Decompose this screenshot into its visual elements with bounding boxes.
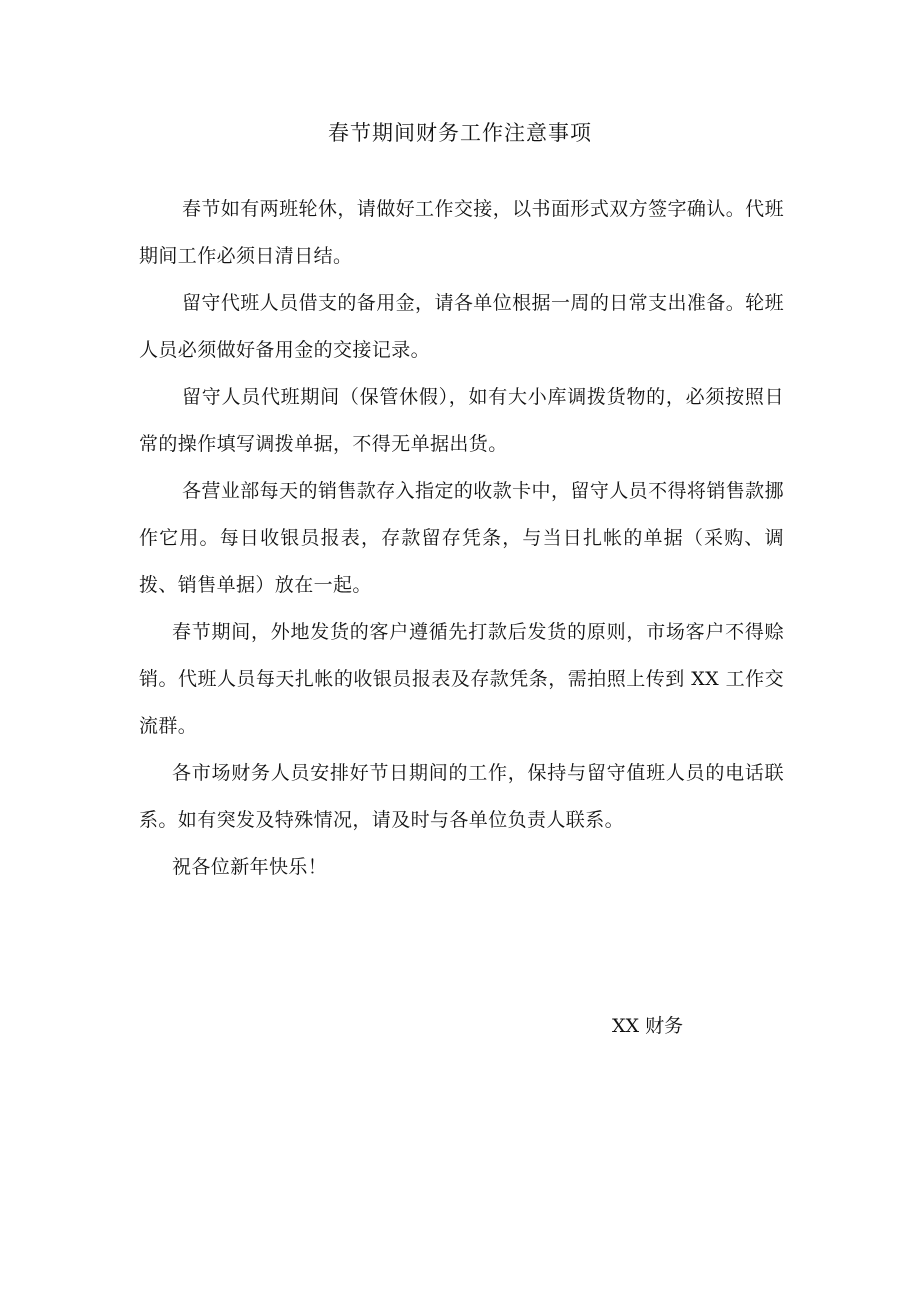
paragraph-sales-deposit: 各营业部每天的销售款存入指定的收款卡中，留守人员不得将销售款挪作它用。每日收银员报表，存款留存凭条，与当日扎帐的单据（采购、调拨、销售单据）放在一起。 <box>139 480 784 596</box>
document-title: 春节期间财务工作注意事项 <box>328 121 592 145</box>
paragraph-greeting: 祝各位新年快乐！ <box>172 856 328 878</box>
paragraph-shift-handover: 春节如有两班轮休，请做好工作交接，以书面形式双方签字确认。代班期间工作必须日清日结。 <box>139 198 784 267</box>
paragraph-payment-policy: 春节期间，外地发货的客户遵循先打款后发货的原则，市场客户不得赊销。代班人员每天扎帐的收银员报表及存款凭条，需拍照上传到 XX 工作交流群。 <box>139 621 784 737</box>
signature: XX 财务 <box>612 1015 684 1037</box>
paragraph-warehouse-transfer: 留守人员代班期间（保管休假），如有大小库调拨货物的，必须按照日常的操作填写调拨单据，不得无单据出货。 <box>139 386 784 455</box>
document-body <box>139 186 784 891</box>
paragraph-contact: 各市场财务人员安排好节日期间的工作，保持与留守值班人员的电话联系。如有突发及特殊情况，请及时与各单位负责人联系。 <box>139 762 784 831</box>
paragraph-petty-cash: 留守代班人员借支的备用金，请各单位根据一周的日常支出准备。轮班人员必须做好备用金的交接记录。 <box>139 292 784 361</box>
